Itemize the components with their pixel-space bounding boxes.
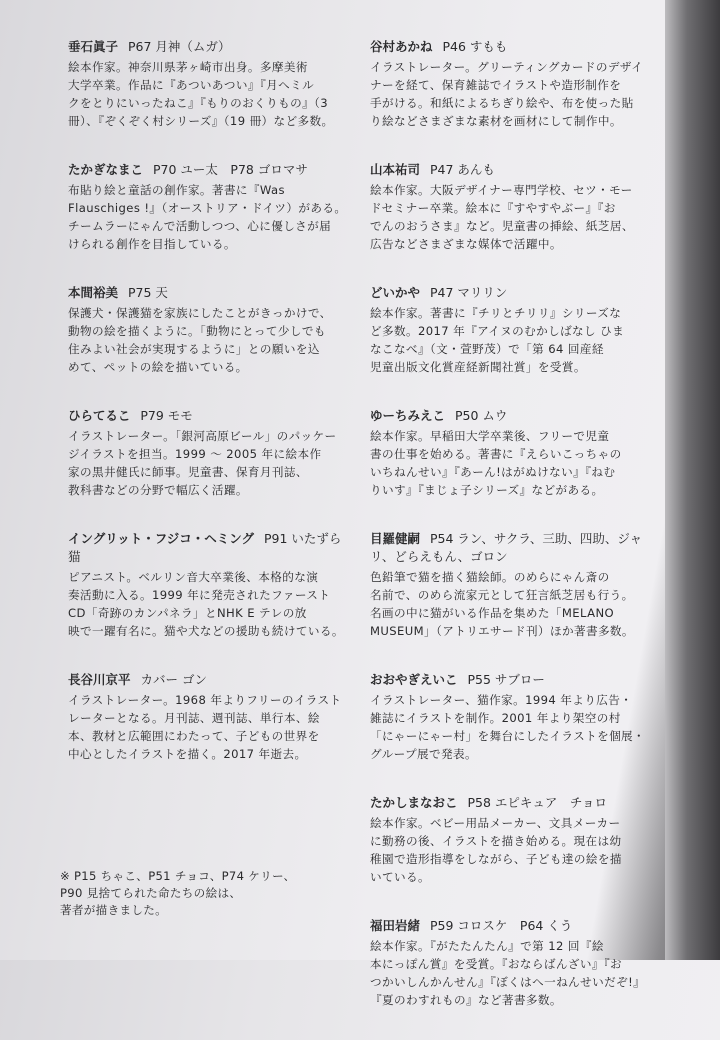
artist-pages: カバー ゴン	[140, 672, 207, 687]
artist-pages: P58 エピキュア チョロ	[467, 795, 608, 810]
artist-name: 山本祐司	[370, 162, 421, 177]
artist-bio: イラストレーター、猫作家。1994 年より広告・ 雑誌にイラストを制作。2001 年より架空の村 「にゃーにゃー村」を舞台にしたイラストを個展・ グループ展で発表。	[370, 693, 646, 761]
artist-bio: イラストレーター。1968 年よりフリーのイラスト レーターとなる。月刊誌、週刊誌、単行本、絵 本、教材と広範囲にわたって、子どもの世界を 中心としたイラストを描く。2017 年逝去。	[68, 693, 342, 761]
artist-name: たかぎなまこ	[68, 162, 144, 177]
artist-pages: P46 すもも	[442, 39, 508, 54]
artist-pages: P55 サブロー	[467, 672, 545, 687]
artist-name: ゆーちみえこ	[370, 408, 446, 423]
artist-name: おおやぎえいこ	[370, 672, 458, 687]
artist-name: ひらてるこ	[68, 408, 131, 423]
artist-name: どいかや	[370, 285, 421, 300]
artist-entry	[68, 407, 368, 499]
artist-entry	[370, 794, 670, 886]
artist-bio: イラストレーター。グリーティングカードのデザイ ナーを経て、保育雑誌でイラストや造形制作を 手がける。和紙によるちぎり絵や、布を使った貼 り絵などさまざまな素材を画材にして制作中。	[370, 60, 644, 128]
artist-bio: 布貼り絵と童話の創作家。著書に『Was Flauschiges !』（オーストリア・ドイツ）がある。 チームラーにゃんで活動しつつ、心に優しさが届 けられる創作を目指している。	[68, 183, 347, 251]
artist-entry	[68, 161, 368, 253]
page-edge-shadow	[665, 0, 720, 960]
artist-pages: P47 あんも	[430, 162, 495, 177]
artist-name: 目羅健嗣	[370, 531, 421, 546]
artist-bio: 絵本作家。大阪デザイナー専門学校、セツ・モー ドセミナー卒業。絵本に『すやすやぶー』『お でんのおうさま』など。児童書の挿絵、紙芝居、 広告などさまざまな媒体で活躍中。	[370, 183, 634, 251]
artist-pages: P91 いたずら 猫	[68, 531, 342, 564]
artist-entry	[370, 530, 670, 640]
artist-bio: 絵本作家。著書に『チリとチリリ』シリーズな ど多数。2017 年『アイヌのむかしばなし ひま なこなべ』（文・萱野茂）で「第 64 回産経 児童出版文化賞産経新聞社賞」を受賞。	[370, 306, 625, 374]
artist-bio: イラストレーター。「銀河高原ビール」のパッケー ジイラストを担当。1999 ～ 2005 年に絵本作 家の黒井健氏に師事。児童書、保育月刊誌、 教科書などの分野で幅広く活躍。	[68, 429, 337, 497]
artist-bio: 保護犬・保護猫を家族にしたことがきっかけで、 動物の絵を描くように。「動物にとって少しでも 住みよい社会が実現するように」との願いを込 めて、ペットの絵を描いている。	[68, 306, 332, 374]
artist-name: たかしまなおこ	[370, 795, 458, 810]
artist-entry	[68, 671, 368, 763]
artist-name: 福田岩緒	[370, 918, 421, 933]
artist-name: 長谷川京平	[68, 672, 131, 687]
artist-pages: P79 モモ	[140, 408, 193, 423]
artist-bio: 絵本作家。神奈川県茅ヶ崎市出身。多摩美術 大学卒業。作品に『あついあつい』『月へミル クをとりにいったねこ』『もりのおくりもの』（3 冊）、『ぞくぞく村シリーズ』（19 冊）など多数。	[68, 60, 334, 128]
artist-entry	[370, 284, 670, 376]
artist-pages: P75 天	[128, 285, 168, 300]
artist-pages: P59 コロスケ P64 くう	[430, 918, 573, 933]
artist-entry	[370, 38, 670, 130]
artist-name: イングリット・フジコ・ヘミング	[68, 531, 255, 546]
artist-entry	[68, 38, 368, 130]
artist-pages: P50 ムウ	[455, 408, 508, 423]
artist-pages: P67 月神（ムガ）	[128, 39, 231, 54]
artist-pages: P47 マリリン	[430, 285, 508, 300]
artist-bio: 絵本作家。早稲田大学卒業後、フリーで児童 書の仕事を始める。著書に『えらいこっちゃの いちねんせい』『あーん!はがぬけない』『ねむ りいす』『まじょ子シリーズ』などがある。	[370, 429, 622, 497]
artist-bio: 絵本作家。ベビー用品メーカー、文具メーカー に勤務の後、イラストを描き始める。現在は幼 稚園で造形指導をしながら、子ども達の絵を描 いている。	[370, 816, 622, 884]
artist-bio: 色鉛筆で猫を描く猫絵師。のめらにゃん斎の 名前で、のめら流家元として狂言紙芝居も行う。 名画の中に猫がいる作品を集めた「MELANO MUSEUM」（アトリエサード刊）ほか著書多数。	[370, 570, 634, 638]
artist-entry	[68, 530, 368, 640]
artist-pages: P54 ラン、サクラ、三助、四助、ジャ リ、どらえもん、ゴロン	[370, 531, 643, 564]
artist-entry	[370, 671, 670, 763]
artist-name: 谷村あかね	[370, 39, 433, 54]
footnote: ※ P15 ちゃこ、P51 チョコ、P74 ケリー、 P90 見捨てられた命たちの絵は、 著者が描きました。	[60, 868, 296, 917]
artist-entry	[68, 284, 368, 376]
left-column	[68, 38, 368, 794]
artist-name: 垂石眞子	[68, 39, 119, 54]
artist-bio: ピアニスト。ベルリン音大卒業後、本格的な演 奏活動に入る。1999 年に発売されたファースト CD「奇跡のカンパネラ」とNHK E テレの放 映で一躍有名に。猫や犬などの援助も続けている。	[68, 570, 344, 638]
artist-entry	[370, 161, 670, 253]
artist-bio: 絵本作家。『がたたんたん』で第 12 回『絵 本にっぽん賞』を受賞。『おならばんざい』『お つかいしんかんせん』『ぼくはへ一ねんせいだぞ!』 『夏のわすれもの』など著書多数。	[370, 939, 646, 1007]
artist-entry	[370, 917, 670, 1009]
artist-entry	[370, 407, 670, 499]
artist-pages: P70 ユー太 P78 ゴロマサ	[153, 162, 308, 177]
artist-name: 本間裕美	[68, 285, 119, 300]
right-column	[370, 38, 670, 1040]
